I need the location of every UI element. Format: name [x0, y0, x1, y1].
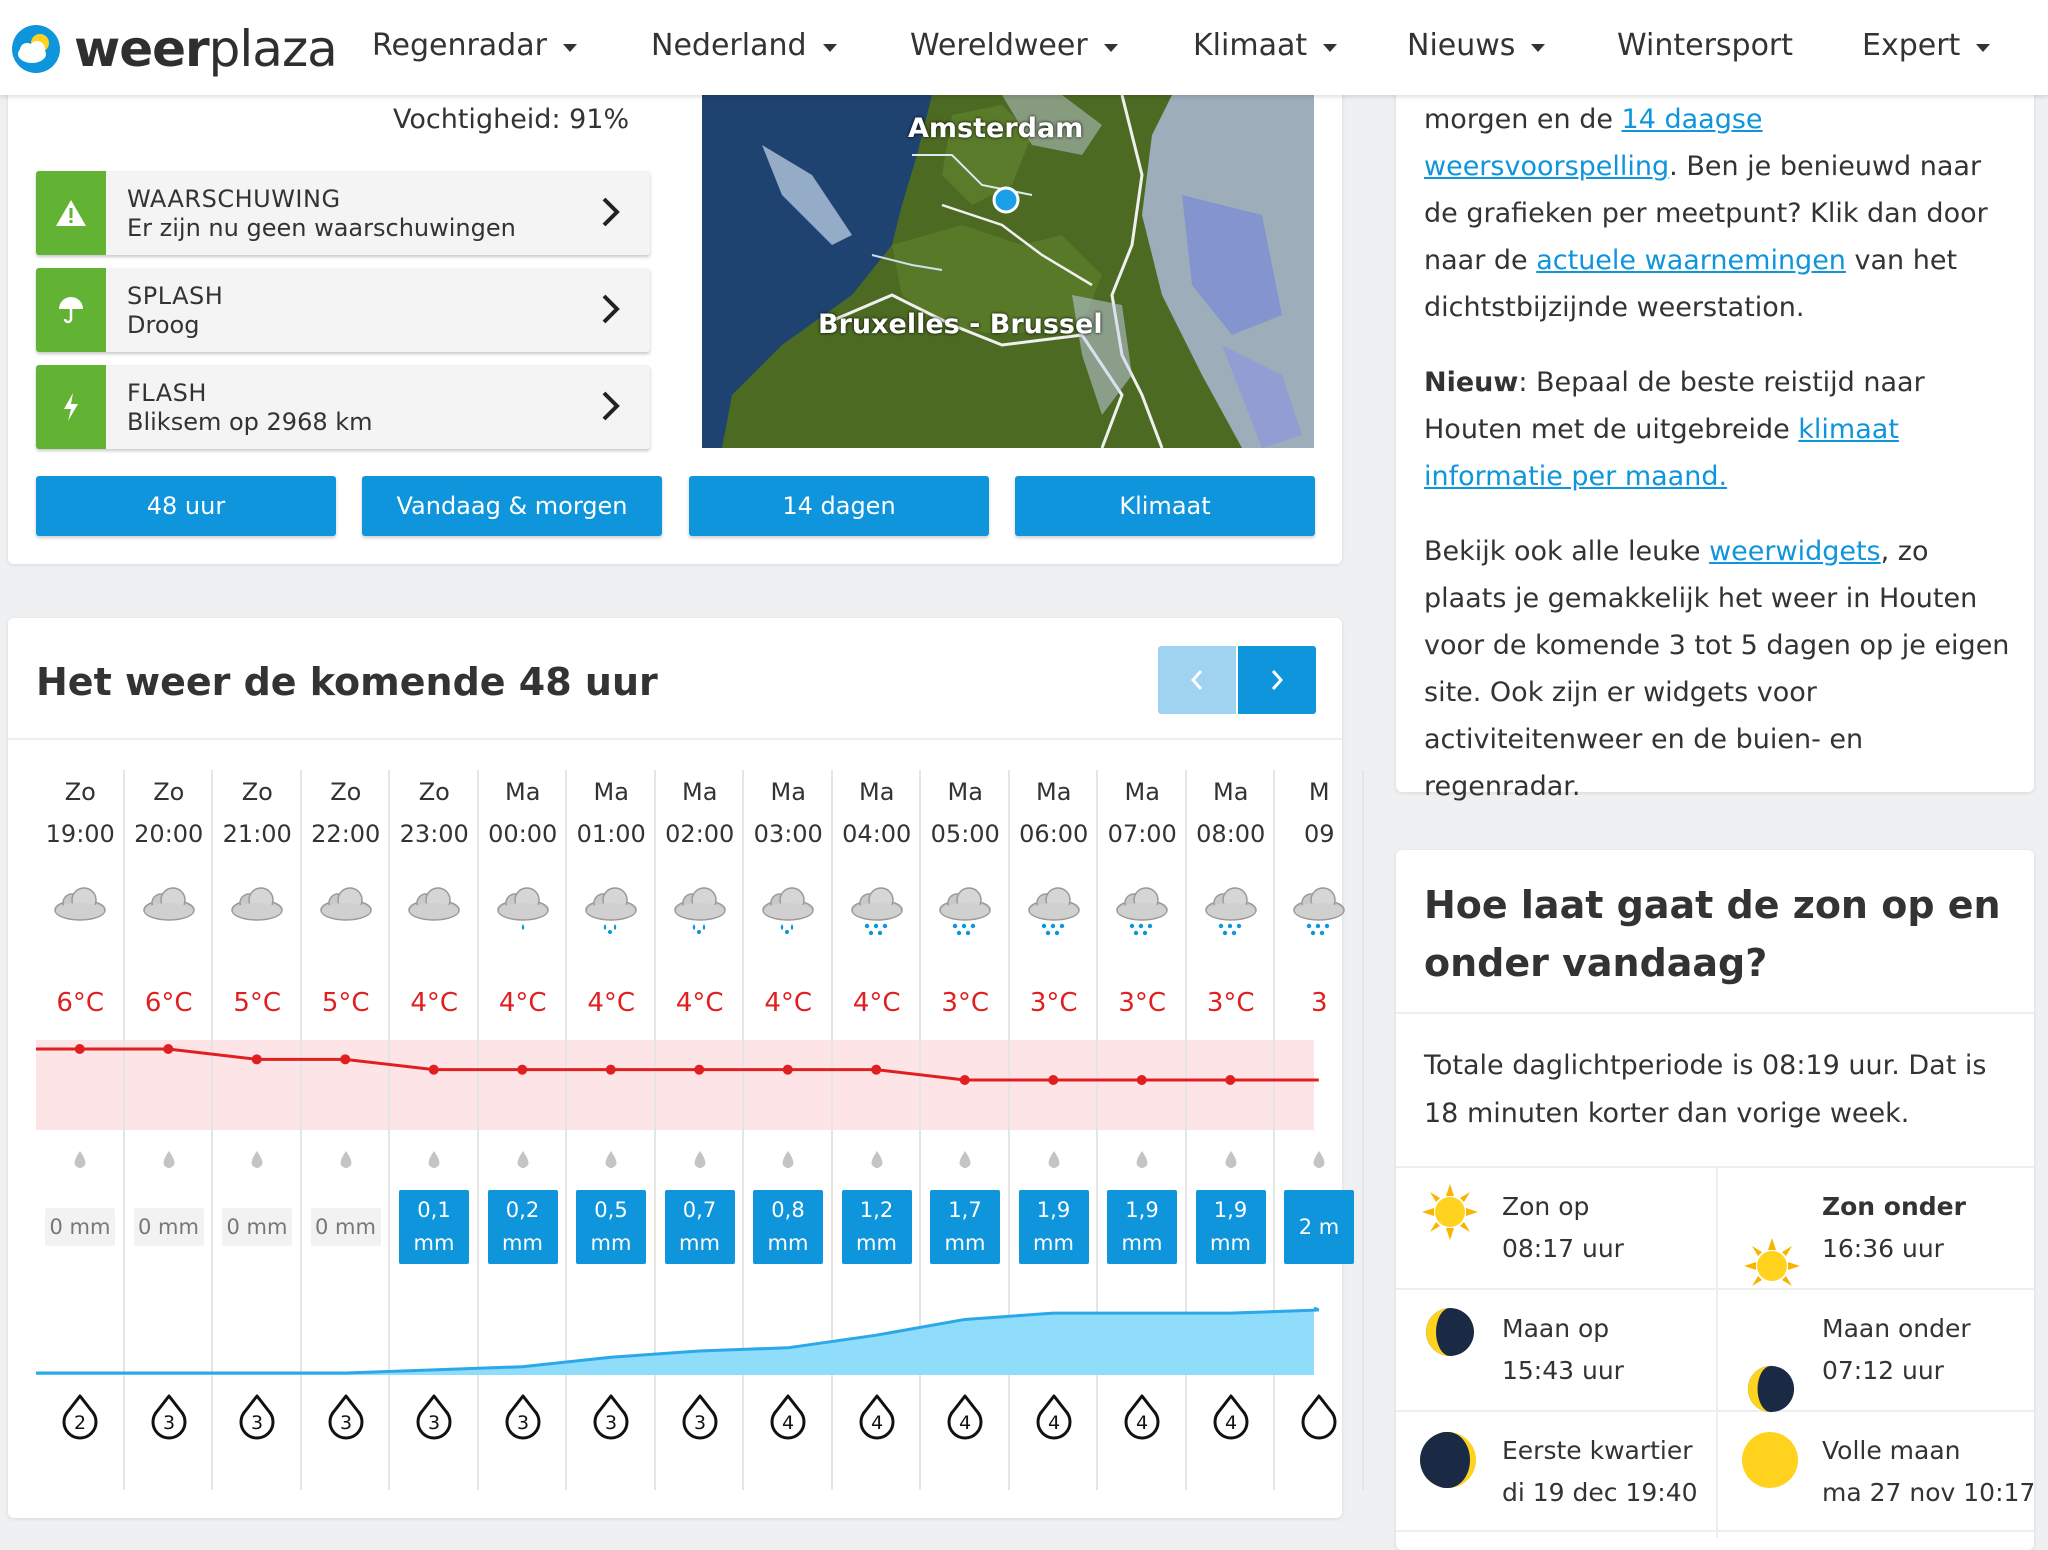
svg-text:3: 3: [427, 1412, 441, 1434]
precipitation-unit: mm: [1210, 1231, 1251, 1255]
forecast-temp: 3°C: [1206, 988, 1255, 1018]
forecast-day: Ma: [505, 778, 541, 806]
cloud-icon: [406, 880, 462, 942]
forecast-hour-column: [1098, 770, 1187, 1490]
raindrop-icon: [781, 1150, 795, 1174]
info-text: : Bepaal de beste reistijd naar Houten met de uitgebreide: [1424, 367, 1925, 445]
info-text: Bekijk ook alle leuke: [1424, 536, 1710, 567]
wind-direction-icon: [849, 1392, 905, 1452]
sunrise-label: Zon op: [1502, 1192, 1590, 1221]
first-quarter-value: di 19 dec 19:40: [1502, 1478, 1698, 1507]
forecast-hour-column: [390, 770, 479, 1490]
caret-down-icon: [1323, 44, 1337, 52]
forecast-temp: 4°C: [587, 988, 636, 1018]
forecast-day: Zo: [418, 778, 450, 806]
wind-direction-icon: [760, 1392, 816, 1452]
rain-cloud-icon: [849, 880, 905, 942]
forecast-hour-column: [656, 770, 745, 1490]
precipitation-amount: 0,8: [771, 1198, 805, 1222]
precipitation-unit: mm: [590, 1231, 632, 1255]
forecast-time: 05:00: [930, 820, 1000, 848]
forecast-time: 21:00: [222, 820, 292, 848]
raindrop-icon: [162, 1150, 176, 1174]
wind-direction-icon: [229, 1392, 285, 1452]
precipitation-unit: mm: [1033, 1231, 1074, 1255]
column-divider: [1362, 770, 1364, 1490]
svg-text:4: 4: [1047, 1412, 1060, 1434]
raindrop-icon: [250, 1150, 264, 1174]
full-moon-icon: [1740, 1430, 1800, 1490]
forecast-temp: 3°C: [1029, 988, 1078, 1018]
top-nav: [0, 0, 2048, 95]
precipitation-amount: 1,9: [1213, 1198, 1248, 1222]
logo-text: weerplaza: [74, 20, 337, 78]
precipitation-unit: mm: [679, 1231, 720, 1255]
divider: [1396, 1288, 2034, 1290]
forecast-day: Ma: [1036, 778, 1072, 806]
wind-direction-icon: [583, 1392, 639, 1452]
precipitation-value: [842, 1190, 912, 1264]
forecast-temp: 4°C: [852, 988, 901, 1018]
link-klimaat-info[interactable]: klimaat informatie per maand.: [1424, 414, 1899, 492]
svg-text:3: 3: [162, 1412, 175, 1434]
raindrop-icon: [339, 1150, 353, 1174]
forecast-temp: 4°C: [764, 988, 813, 1018]
precipitation-text: 0 mm: [226, 1214, 288, 1239]
precipitation-text: 0 mm: [138, 1214, 199, 1239]
forecast-hour-column: [1275, 770, 1364, 1490]
forecast-hour-column: [125, 770, 214, 1490]
sunset-label: Zon onder: [1822, 1192, 1966, 1221]
forecast-day: Zo: [64, 778, 96, 806]
precipitation-value: [1284, 1190, 1354, 1264]
svg-text:4: 4: [1135, 1412, 1149, 1434]
forecast-hour-column: [744, 770, 833, 1490]
forecast-title: Het weer de komende 48 uur: [36, 660, 658, 704]
nav-item-nederland[interactable]: [651, 28, 837, 63]
nav-item-nieuws[interactable]: [1407, 28, 1545, 63]
precipitation-text: 0 mm: [49, 1214, 111, 1239]
svg-text:4: 4: [958, 1412, 972, 1434]
nav-item-klimaat[interactable]: [1193, 28, 1337, 63]
first-quarter-moon-icon: [1418, 1430, 1478, 1490]
forecast-hour-column: [36, 770, 125, 1490]
nav-item-regenradar[interactable]: [372, 28, 577, 63]
forecast-day: Zo: [241, 778, 273, 806]
sun-title: Hoe laat gaat de zon op en onder vandaag?: [1424, 883, 2001, 985]
forecast-day: Zo: [153, 778, 185, 806]
flash-sub: Bliksem op 2968 km: [127, 408, 373, 436]
flash-title: FLASH: [127, 379, 207, 407]
forecast-time: 06:00: [1019, 820, 1089, 848]
forecast-day: M: [1308, 778, 1330, 806]
raindrop-icon: [427, 1150, 441, 1174]
radar-map-image: [702, 95, 1314, 448]
forecast-temp: 3°C: [1118, 988, 1167, 1018]
forecast-hour-column: [921, 770, 1010, 1490]
raindrop-icon: [516, 1150, 530, 1174]
forecast-time: 03:00: [753, 820, 823, 848]
precipitation-value: [488, 1190, 558, 1264]
forecast-hour-column: [1010, 770, 1099, 1490]
divider: [1716, 1168, 1718, 1538]
divider: [1396, 1166, 2034, 1168]
caret-down-icon: [823, 44, 837, 52]
raindrop-icon: [1224, 1150, 1238, 1174]
precipitation-unit: mm: [944, 1231, 986, 1255]
wind-direction-icon: [937, 1392, 993, 1452]
forecast-day: Ma: [1124, 778, 1160, 806]
forecast-time: 22:00: [311, 820, 381, 848]
svg-text:3: 3: [339, 1412, 352, 1434]
divider: [1396, 1530, 2034, 1532]
forecast-grid: [36, 770, 1340, 1490]
wind-direction-icon: [141, 1392, 197, 1452]
wind-direction-icon: [52, 1392, 108, 1452]
precipitation-unit: mm: [856, 1231, 897, 1255]
precipitation-value: [753, 1190, 823, 1264]
forecast-temp: 5°C: [233, 988, 282, 1018]
nav-item-expert[interactable]: [1862, 28, 1990, 63]
forecast-hour-column: [833, 770, 922, 1490]
info-bold: Nieuw: [1424, 367, 1519, 398]
precipitation-amount: 0,7: [682, 1198, 717, 1222]
wind-direction-icon: [318, 1392, 374, 1452]
sunrise-icon: [1420, 1182, 1480, 1242]
forecast-temp: 5°C: [321, 988, 370, 1018]
forecast-hour-column: [479, 770, 568, 1490]
map-label-brussels: Bruxelles - Brussel: [818, 309, 1103, 340]
svg-text:2: 2: [73, 1412, 87, 1434]
forecast-day: Ma: [859, 778, 895, 806]
nav-item-label: Wereldweer: [910, 28, 1088, 63]
tab-14-dagen[interactable]: 14 dagen: [689, 476, 989, 536]
rain-cloud-icon: [760, 880, 816, 942]
precipitation-unit: mm: [767, 1231, 809, 1255]
chevron-right-icon: [1269, 668, 1285, 692]
divider: [1396, 1012, 2034, 1014]
precipitation-amount: 0,5: [594, 1198, 628, 1222]
link-14-daagse[interactable]: 14 daagse weersvoorspelling: [1424, 104, 1763, 182]
info-paragraph-1: [1424, 96, 2014, 331]
warning-sub: Er zijn nu geen waarschuwingen: [127, 214, 516, 242]
forecast-temp: 3°C: [941, 988, 990, 1018]
forecast-temp: 4°C: [675, 988, 724, 1018]
divider: [1396, 1410, 2034, 1412]
raindrop-icon: [1312, 1150, 1326, 1174]
raindrop-icon: [73, 1150, 87, 1174]
svg-text:3: 3: [250, 1412, 264, 1434]
forecast-day: Ma: [682, 778, 718, 806]
logo[interactable]: [10, 20, 337, 78]
svg-text:4: 4: [870, 1412, 883, 1434]
caret-down-icon: [1976, 44, 1990, 52]
forecast-day: Ma: [1213, 778, 1249, 806]
rain-cloud-icon: [937, 880, 993, 942]
svg-text:3: 3: [604, 1412, 618, 1434]
forecast-day: Zo: [330, 778, 362, 806]
precipitation-unit: mm: [502, 1231, 543, 1255]
nav-item-wintersport[interactable]: [1617, 28, 1793, 63]
precipitation-value: [134, 1208, 204, 1246]
moonset-label: Maan onder: [1822, 1314, 1971, 1343]
forecast-temp: 4°C: [498, 988, 547, 1018]
forecast-time: 20:00: [134, 820, 204, 848]
chevron-right-icon: [600, 195, 622, 229]
wind-direction-icon: [406, 1392, 462, 1452]
nav-item-label: Expert: [1862, 28, 1961, 63]
precipitation-value: [45, 1208, 115, 1246]
first-quarter-label: Eerste kwartier: [1502, 1436, 1693, 1465]
forecast-time: 08:00: [1196, 820, 1266, 848]
precipitation-value: [311, 1208, 381, 1246]
flash-alert[interactable]: [36, 365, 650, 449]
precipitation-unit: mm: [1121, 1231, 1163, 1255]
wind-direction-icon: [672, 1392, 728, 1452]
moonset-icon: [1746, 1364, 1796, 1414]
wind-direction-icon: [1203, 1392, 1259, 1452]
cloud-icon: [318, 880, 374, 942]
raindrop-icon: [870, 1150, 884, 1174]
raindrop-icon: [1135, 1150, 1149, 1174]
moonrise-label: Maan op: [1502, 1314, 1610, 1343]
warning-alert[interactable]: [36, 171, 650, 255]
sunset-value: 16:36 uur: [1822, 1234, 1944, 1263]
forecast-day: Ma: [947, 778, 983, 806]
sunset-icon: [1742, 1236, 1802, 1288]
info-text: , zo plaats je gemakkelijk het weer in Houten voor de komende 3 tot 5 dagen op je eigen site. Ook zijn er widgets voor activiteitenweer en de buien- en regenradar.: [1424, 536, 2010, 802]
svg-text:3: 3: [693, 1412, 706, 1434]
full-moon-value: ma 27 nov 10:17: [1822, 1478, 2036, 1507]
precipitation-value: [1019, 1190, 1089, 1264]
nav-item-wereldweer[interactable]: [910, 28, 1118, 63]
warning-icon: [36, 171, 106, 255]
sunrise-value: 08:17 uur: [1502, 1234, 1624, 1263]
forecast-temp: 3: [1310, 988, 1328, 1018]
moonrise-icon: [1424, 1306, 1476, 1358]
wind-direction-icon: [1291, 1392, 1347, 1452]
precipitation-value: [1107, 1190, 1177, 1264]
raindrop-icon: [1047, 1150, 1061, 1174]
nav-item-label: Klimaat: [1193, 28, 1308, 63]
precipitation-value: [222, 1208, 292, 1246]
forecast-time: 04:00: [842, 820, 912, 848]
tab-klimaat[interactable]: Klimaat: [1015, 476, 1315, 536]
info-text: . Ben je benieuwd naar de grafieken per meetpunt? Klik dan door naar de: [1424, 151, 1988, 276]
forecast-time: 01:00: [576, 820, 646, 848]
lightning-icon: [36, 365, 106, 449]
forecast-hour-column: [302, 770, 391, 1490]
cloud-icon: [52, 880, 108, 942]
forecast-time: 23:00: [399, 820, 469, 848]
warning-title: WAARSCHUWING: [127, 185, 341, 213]
rain-cloud-icon: [672, 880, 728, 942]
info-paragraph-3: [1424, 528, 2014, 810]
raindrop-icon: [604, 1150, 618, 1174]
precipitation-value: [399, 1190, 469, 1264]
precipitation-value: [576, 1190, 646, 1264]
precipitation-amount: 1,9: [1036, 1198, 1071, 1222]
link-weerwidgets[interactable]: weerwidgets: [1709, 536, 1881, 567]
tab-48-uur[interactable]: 48 uur: [36, 476, 336, 536]
prev-button[interactable]: [1158, 646, 1236, 714]
caret-down-icon: [1104, 44, 1118, 52]
forecast-day: Ma: [770, 778, 806, 806]
cloud-icon: [229, 880, 285, 942]
precipitation-amount: 0,1: [417, 1198, 451, 1222]
moonrise-value: 15:43 uur: [1502, 1356, 1624, 1385]
rain-cloud-icon: [1114, 880, 1170, 942]
rain-cloud-icon: [1026, 880, 1082, 942]
chevron-right-icon: [600, 292, 622, 326]
forecast-time: 07:00: [1107, 820, 1177, 848]
precipitation-value: [930, 1190, 1000, 1264]
precipitation-value: [665, 1190, 735, 1264]
forecast-hour-column: [567, 770, 656, 1490]
forecast-time: 09: [1303, 820, 1335, 848]
svg-text:4: 4: [1224, 1412, 1237, 1434]
cloud-icon: [141, 880, 197, 942]
caret-down-icon: [1531, 44, 1545, 52]
forecast-hour-column: [213, 770, 302, 1490]
full-moon-label: Volle maan: [1822, 1436, 1961, 1465]
wind-direction-icon: [1114, 1392, 1170, 1452]
forecast-temp: 6°C: [144, 988, 193, 1018]
map-label-amsterdam: Amsterdam: [908, 113, 1084, 144]
precipitation-text: 0 mm: [315, 1214, 376, 1239]
svg-text:3: 3: [516, 1412, 529, 1434]
radar-map[interactable]: [702, 95, 1314, 448]
link-actuele-waarnemingen[interactable]: actuele waarnemingen: [1536, 245, 1846, 276]
umbrella-icon: [36, 268, 106, 352]
info-text: morgen en de: [1424, 104, 1622, 135]
forecast-time: 00:00: [488, 820, 558, 848]
precipitation-amount: 1,7: [948, 1198, 982, 1222]
nav-item-label: Wintersport: [1617, 28, 1794, 63]
rain-cloud-icon: [1291, 880, 1347, 942]
raindrop-icon: [693, 1150, 707, 1174]
precipitation-unit: mm: [413, 1231, 455, 1255]
forecast-time: 19:00: [45, 820, 115, 848]
forecast-hour-column: [1187, 770, 1276, 1490]
info-paragraph-2: [1424, 359, 2014, 500]
nav-item-label: Regenradar: [372, 28, 547, 63]
rain-cloud-icon: [583, 880, 639, 942]
info-text: van het dichtstbijzijnde weerstation.: [1424, 245, 1958, 323]
forecast-temp: 4°C: [410, 988, 459, 1018]
wind-direction-icon: [495, 1392, 551, 1452]
wind-direction-icon: [1026, 1392, 1082, 1452]
splash-title: SPLASH: [127, 282, 224, 310]
precipitation-amount: 1,2: [859, 1198, 894, 1222]
nav-item-label: Nieuws: [1407, 28, 1516, 63]
caret-down-icon: [563, 44, 577, 52]
rain-cloud-icon: [495, 880, 551, 942]
nav-item-label: Nederland: [651, 28, 807, 63]
forecast-day: Ma: [593, 778, 629, 806]
forecast-temp: 6°C: [56, 988, 105, 1018]
chevron-right-icon: [600, 389, 622, 423]
logo-icon: [10, 23, 62, 75]
next-button[interactable]: [1238, 646, 1316, 714]
precipitation-amount: 2 m: [1298, 1214, 1340, 1239]
divider: [8, 738, 1342, 740]
daylight-text: Totale daglichtperiode is 08:19 uur. Dat is 18 minuten korter dan vorige week.: [1424, 1050, 1987, 1129]
moonset-value: 07:12 uur: [1822, 1356, 1944, 1385]
tab-vandaag-morgen[interactable]: Vandaag & morgen: [362, 476, 662, 536]
chevron-left-icon: [1189, 668, 1205, 692]
precipitation-amount: 1,9: [1125, 1198, 1159, 1222]
precipitation-amount: 0,2: [505, 1198, 540, 1222]
rain-cloud-icon: [1203, 880, 1259, 942]
splash-sub: Droog: [127, 311, 200, 339]
svg-text:4: 4: [781, 1412, 795, 1434]
forecast-time: 02:00: [665, 820, 735, 848]
humidity-value: Vochtigheid: 91%: [393, 104, 630, 135]
precipitation-value: [1196, 1190, 1266, 1264]
splash-alert[interactable]: [36, 268, 650, 352]
raindrop-icon: [958, 1150, 972, 1174]
